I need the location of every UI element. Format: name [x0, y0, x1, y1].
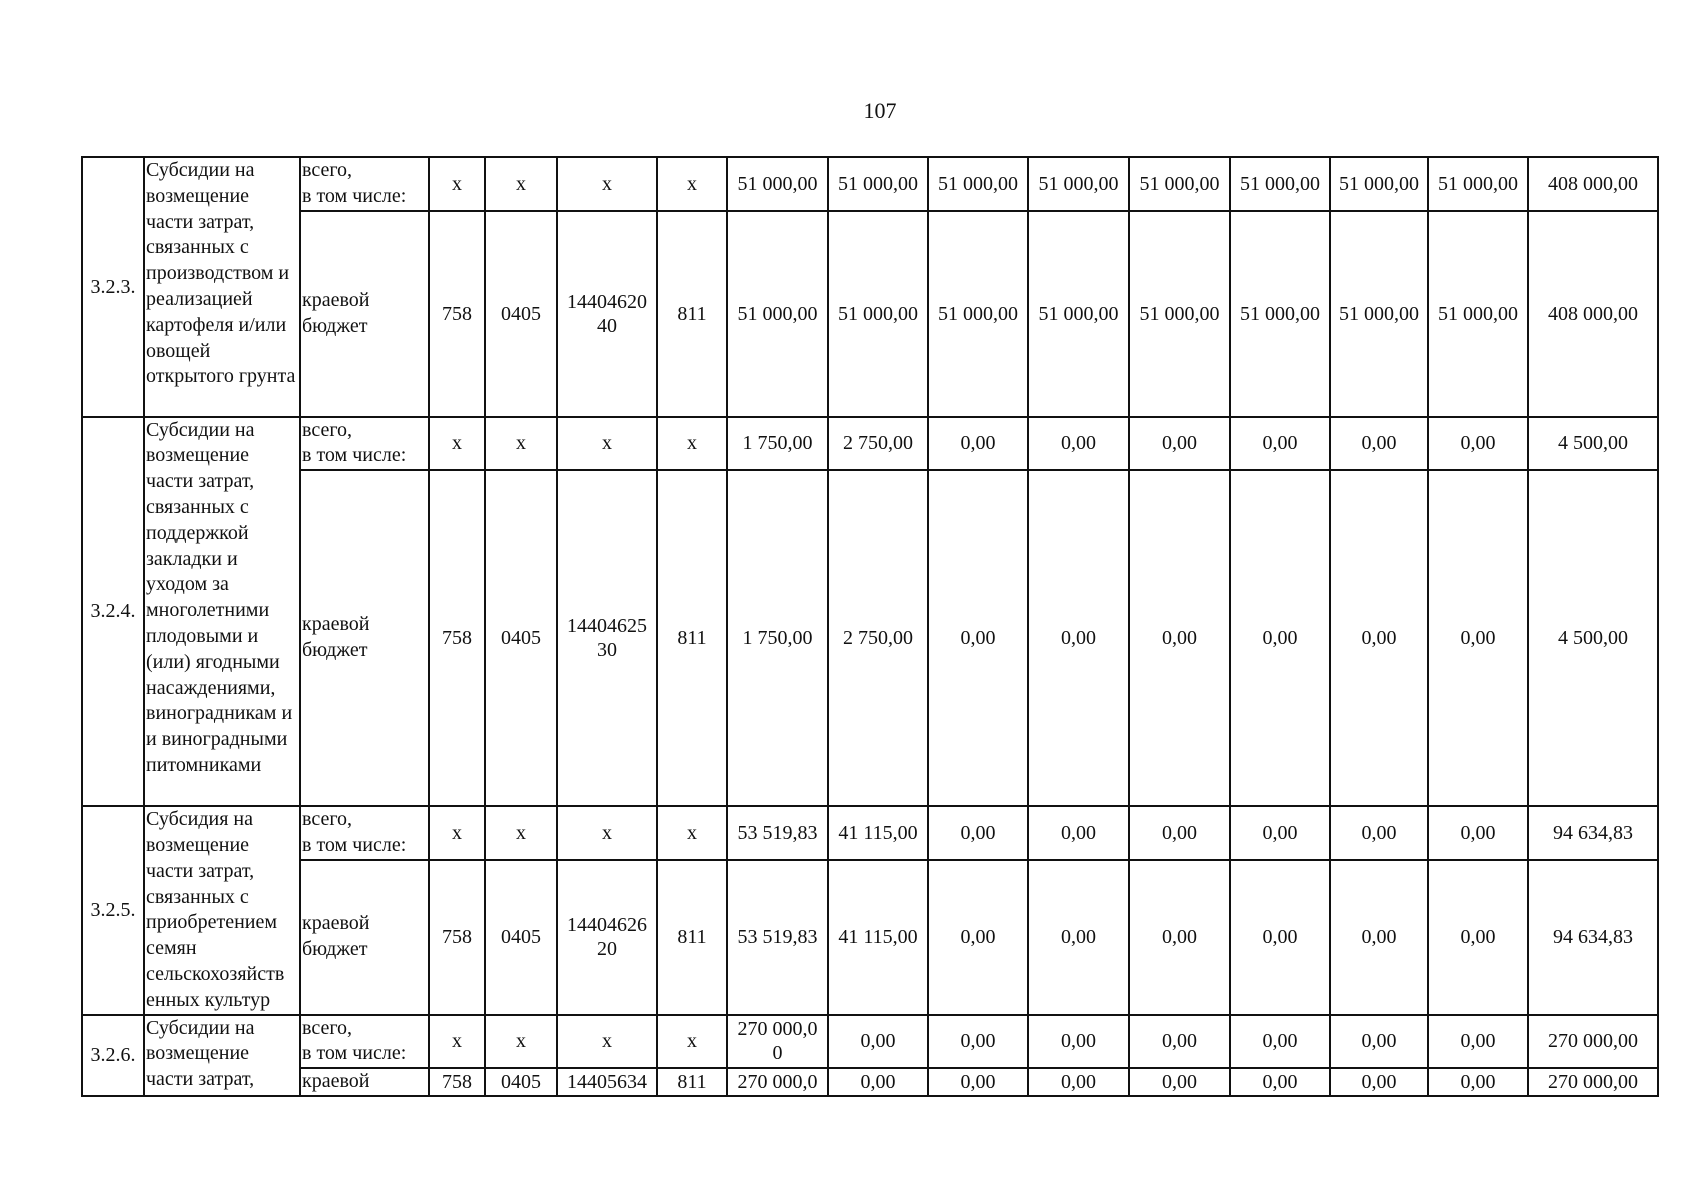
year-cell: 51 000,00: [828, 211, 928, 417]
vr-cell: х: [657, 1015, 727, 1069]
year-cell: 0,00: [928, 1015, 1028, 1069]
grbs-cell: 758: [429, 1068, 485, 1096]
csr-cell: х: [557, 417, 657, 471]
funding-source: краевой бюджет: [300, 860, 429, 1015]
year-cell: 0,00: [1330, 470, 1428, 806]
year-cell: 0,00: [1330, 1015, 1428, 1069]
year-cell: 0,00: [1129, 860, 1230, 1015]
year-cell: 51 000,00: [928, 157, 1028, 211]
year-cell: 0,00: [928, 470, 1028, 806]
year-cell: 53 519,83: [727, 806, 828, 860]
table-row: [82, 157, 1658, 211]
table-row: [82, 1068, 1658, 1096]
year-cell: 51 000,00: [828, 157, 928, 211]
year-cell: 51 000,00: [727, 211, 828, 417]
year-cell: 51 000,00: [727, 157, 828, 211]
grbs-cell: х: [429, 417, 485, 471]
rzpr-cell: 0405: [485, 860, 557, 1015]
table-row: [82, 1015, 1658, 1069]
year-cell: 41 115,00: [828, 860, 928, 1015]
row-name: Субсидии на возмещение части затрат, связанных с производством и реализацией картофеля и/или овощей открытого грунта: [144, 157, 300, 417]
year-cell: 0,00: [1028, 470, 1129, 806]
year-cell: 0,00: [1230, 470, 1330, 806]
year-cell: 0,00: [928, 1068, 1028, 1096]
total-cell: 94 634,83: [1528, 806, 1658, 860]
year-cell: 0,00: [1428, 860, 1528, 1015]
funding-source: всего, в том числе:: [300, 1015, 429, 1069]
funding-source: всего, в том числе:: [300, 806, 429, 860]
total-cell: 270 000,00: [1528, 1068, 1658, 1096]
csr-cell: х: [557, 1015, 657, 1069]
year-cell: 0,00: [1028, 1068, 1129, 1096]
year-cell: 0,00: [1129, 806, 1230, 860]
year-cell: 1 750,00: [727, 417, 828, 471]
year-cell: 0,00: [928, 806, 1028, 860]
year-cell: 2 750,00: [828, 417, 928, 471]
year-cell: 0,00: [1428, 470, 1528, 806]
grbs-cell: 758: [429, 211, 485, 417]
rzpr-cell: х: [485, 157, 557, 211]
year-cell: 51 000,00: [1028, 157, 1129, 211]
total-cell: 4 500,00: [1528, 470, 1658, 806]
year-cell: 0,00: [1028, 417, 1129, 471]
year-cell: 0,00: [1428, 417, 1528, 471]
row-name: Субсидия на возмещение части затрат, связанных с приобретением семян сельскохозяйств енных культур: [144, 806, 300, 1014]
row-code: 3.2.3.: [82, 157, 144, 417]
year-cell: 51 000,00: [1129, 157, 1230, 211]
grbs-cell: х: [429, 806, 485, 860]
total-cell: 408 000,00: [1528, 157, 1658, 211]
table-row: [82, 806, 1658, 860]
year-cell: 0,00: [1330, 1068, 1428, 1096]
vr-cell: х: [657, 806, 727, 860]
year-cell: 0,00: [928, 860, 1028, 1015]
year-cell: 0,00: [1230, 1068, 1330, 1096]
year-cell: 270 000,0 0: [727, 1015, 828, 1069]
total-cell: 408 000,00: [1528, 211, 1658, 417]
funding-source: краевой бюджет: [300, 211, 429, 417]
row-name: Субсидии на возмещение части затрат, связанных с поддержкой закладки и уходом за многолетними плодовыми и (или) ягодными насаждениями, виноградникам и и виноградными питомниками: [144, 417, 300, 807]
year-cell: 51 000,00: [1028, 211, 1129, 417]
row-name: Субсидии на возмещение части затрат,: [144, 1015, 300, 1097]
year-cell: 51 000,00: [1330, 157, 1428, 211]
year-cell: 0,00: [1428, 1068, 1528, 1096]
table-row: [82, 470, 1658, 806]
year-cell: 0,00: [1129, 1068, 1230, 1096]
rzpr-cell: х: [485, 417, 557, 471]
grbs-cell: х: [429, 157, 485, 211]
year-cell: 0,00: [1230, 417, 1330, 471]
year-cell: 51 000,00: [1129, 211, 1230, 417]
grbs-cell: 758: [429, 860, 485, 1015]
grbs-cell: 758: [429, 470, 485, 806]
vr-cell: 811: [657, 1068, 727, 1096]
year-cell: 0,00: [1129, 417, 1230, 471]
rzpr-cell: 0405: [485, 470, 557, 806]
csr-cell: 14405634: [557, 1068, 657, 1096]
total-cell: 94 634,83: [1528, 860, 1658, 1015]
table-row: [82, 860, 1658, 1015]
grbs-cell: х: [429, 1015, 485, 1069]
year-cell: 0,00: [1129, 470, 1230, 806]
vr-cell: 811: [657, 470, 727, 806]
vr-cell: 811: [657, 211, 727, 417]
year-cell: 0,00: [1330, 860, 1428, 1015]
total-cell: 270 000,00: [1528, 1015, 1658, 1069]
csr-cell: 14404626 20: [557, 860, 657, 1015]
page-number: 107: [863, 98, 897, 123]
funding-source: всего, в том числе:: [300, 417, 429, 471]
rzpr-cell: х: [485, 1015, 557, 1069]
year-cell: 2 750,00: [828, 470, 928, 806]
year-cell: 51 000,00: [1330, 211, 1428, 417]
year-cell: 41 115,00: [828, 806, 928, 860]
csr-cell: 14404625 30: [557, 470, 657, 806]
year-cell: 0,00: [828, 1068, 928, 1096]
year-cell: 0,00: [1129, 1015, 1230, 1069]
year-cell: 0,00: [928, 417, 1028, 471]
year-cell: 51 000,00: [1230, 157, 1330, 211]
row-code: 3.2.4.: [82, 417, 144, 807]
year-cell: 270 000,0: [727, 1068, 828, 1096]
csr-cell: 14404620 40: [557, 211, 657, 417]
funding-source: всего, в том числе:: [300, 157, 429, 211]
year-cell: 51 000,00: [1428, 211, 1528, 417]
year-cell: 0,00: [1428, 1015, 1528, 1069]
row-code: 3.2.5.: [82, 806, 144, 1014]
year-cell: 0,00: [1230, 860, 1330, 1015]
year-cell: 0,00: [1028, 860, 1129, 1015]
table-row: [82, 417, 1658, 471]
year-cell: 1 750,00: [727, 470, 828, 806]
total-cell: 4 500,00: [1528, 417, 1658, 471]
rzpr-cell: 0405: [485, 1068, 557, 1096]
funding-source: краевой: [300, 1068, 429, 1096]
year-cell: 0,00: [828, 1015, 928, 1069]
rzpr-cell: х: [485, 806, 557, 860]
year-cell: 0,00: [1330, 806, 1428, 860]
year-cell: 51 000,00: [928, 211, 1028, 417]
vr-cell: х: [657, 157, 727, 211]
funding-source: краевой бюджет: [300, 470, 429, 806]
vr-cell: 811: [657, 860, 727, 1015]
year-cell: 0,00: [1230, 806, 1330, 860]
year-cell: 0,00: [1028, 1015, 1129, 1069]
csr-cell: х: [557, 806, 657, 860]
csr-cell: х: [557, 157, 657, 211]
vr-cell: х: [657, 417, 727, 471]
row-code: 3.2.6.: [82, 1015, 144, 1097]
year-cell: 51 000,00: [1230, 211, 1330, 417]
year-cell: 0,00: [1330, 417, 1428, 471]
table-row: [82, 211, 1658, 417]
rzpr-cell: 0405: [485, 211, 557, 417]
budget-table: [81, 156, 1659, 1097]
year-cell: 0,00: [1028, 806, 1129, 860]
year-cell: 53 519,83: [727, 860, 828, 1015]
year-cell: 0,00: [1428, 806, 1528, 860]
year-cell: 51 000,00: [1428, 157, 1528, 211]
year-cell: 0,00: [1230, 1015, 1330, 1069]
